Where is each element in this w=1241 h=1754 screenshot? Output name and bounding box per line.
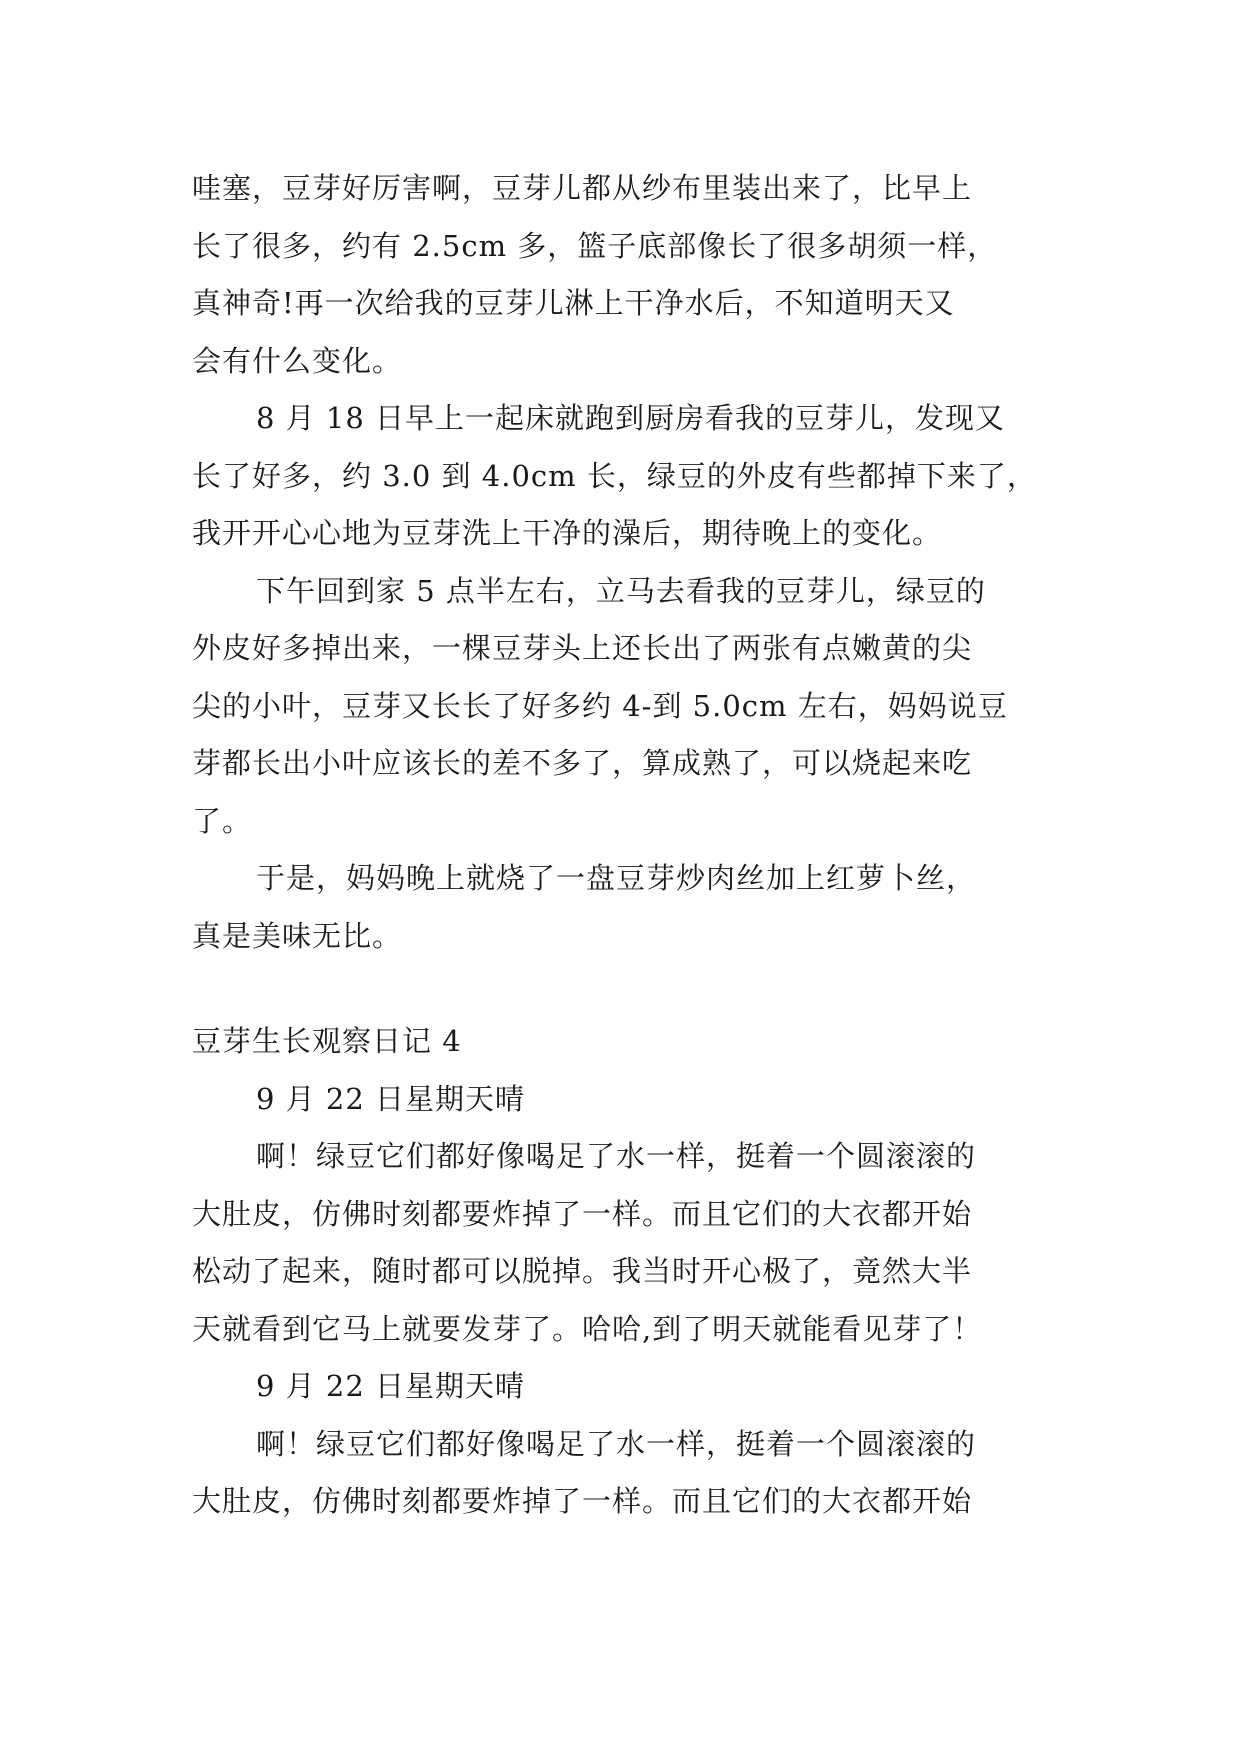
body-text-line: 芽都长出小叶应该长的差不多了，算成熟了，可以烧起来吃 bbox=[192, 746, 973, 780]
paragraph-first-line: 啊！绿豆它们都好像喝足了水一样，挺着一个圆滚滚的 bbox=[256, 1426, 977, 1461]
body-text-line: 我开开心心地为豆芽洗上干净的澡后，期待晚上的变化。 bbox=[192, 516, 943, 550]
body-text-line: 会有什么变化。 bbox=[192, 343, 403, 378]
body-text-line: 尖的小叶，豆芽又长长了好多约 4-到 5.0cm 左右，妈妈说豆 bbox=[192, 688, 1008, 723]
body-text-line: 真神奇!再一次给我的豆芽儿淋上干净水后，不知道明天又 bbox=[192, 286, 955, 320]
paragraph-first-line: 下午回到家 5 点半左右，立马去看我的豆芽儿，绿豆的 bbox=[256, 573, 986, 608]
paragraph-first-line: 啊！绿豆它们都好像喝足了水一样，挺着一个圆滚滚的 bbox=[256, 1139, 977, 1173]
body-text-line: 哇塞，豆芽好厉害啊，豆芽儿都从纱布里装出来了，比早上 bbox=[192, 171, 973, 205]
paragraph-first-line: 8 月 18 日早上一起床就跑到厨房看我的豆芽儿，发现又 bbox=[256, 401, 1006, 435]
body-text-line: 长了很多，约有 2.5cm 多，篮子底部像长了很多胡须一样， bbox=[192, 228, 998, 263]
body-text-line: 大肚皮，仿佛时刻都要炸掉了一样。而且它们的大衣都开始 bbox=[192, 1484, 973, 1518]
body-text-line: 了。 bbox=[192, 803, 253, 838]
body-text-line: 天就看到它马上就要发芽了。哈哈,到了明天就能看见芽了！ bbox=[192, 1311, 983, 1346]
diary-date-line: 9 月 22 日星期天晴 bbox=[256, 1081, 526, 1116]
document-body bbox=[192, 160, 1052, 1531]
paragraph-first-line: 于是，妈妈晚上就烧了一盘豆芽炒肉丝加上红萝卜丝， bbox=[256, 861, 977, 895]
section-heading: 豆芽生长观察日记 4 bbox=[192, 1024, 462, 1058]
body-text-line: 外皮好多掉出来，一棵豆芽头上还长出了两张有点嫩黄的尖 bbox=[192, 631, 973, 665]
diary-date-line: 9 月 22 日星期天晴 bbox=[256, 1369, 526, 1403]
body-text-line: 松动了起来，随时都可以脱掉。我当时开心极了，竟然大半 bbox=[192, 1254, 973, 1288]
body-text-line: 真是美味无比。 bbox=[192, 918, 403, 953]
body-text-line: 大肚皮，仿佛时刻都要炸掉了一样。而且它们的大衣都开始 bbox=[192, 1196, 973, 1231]
body-text-line: 长了好多，约 3.0 到 4.0cm 长，绿豆的外皮有些都掉下来了， bbox=[192, 458, 1037, 493]
